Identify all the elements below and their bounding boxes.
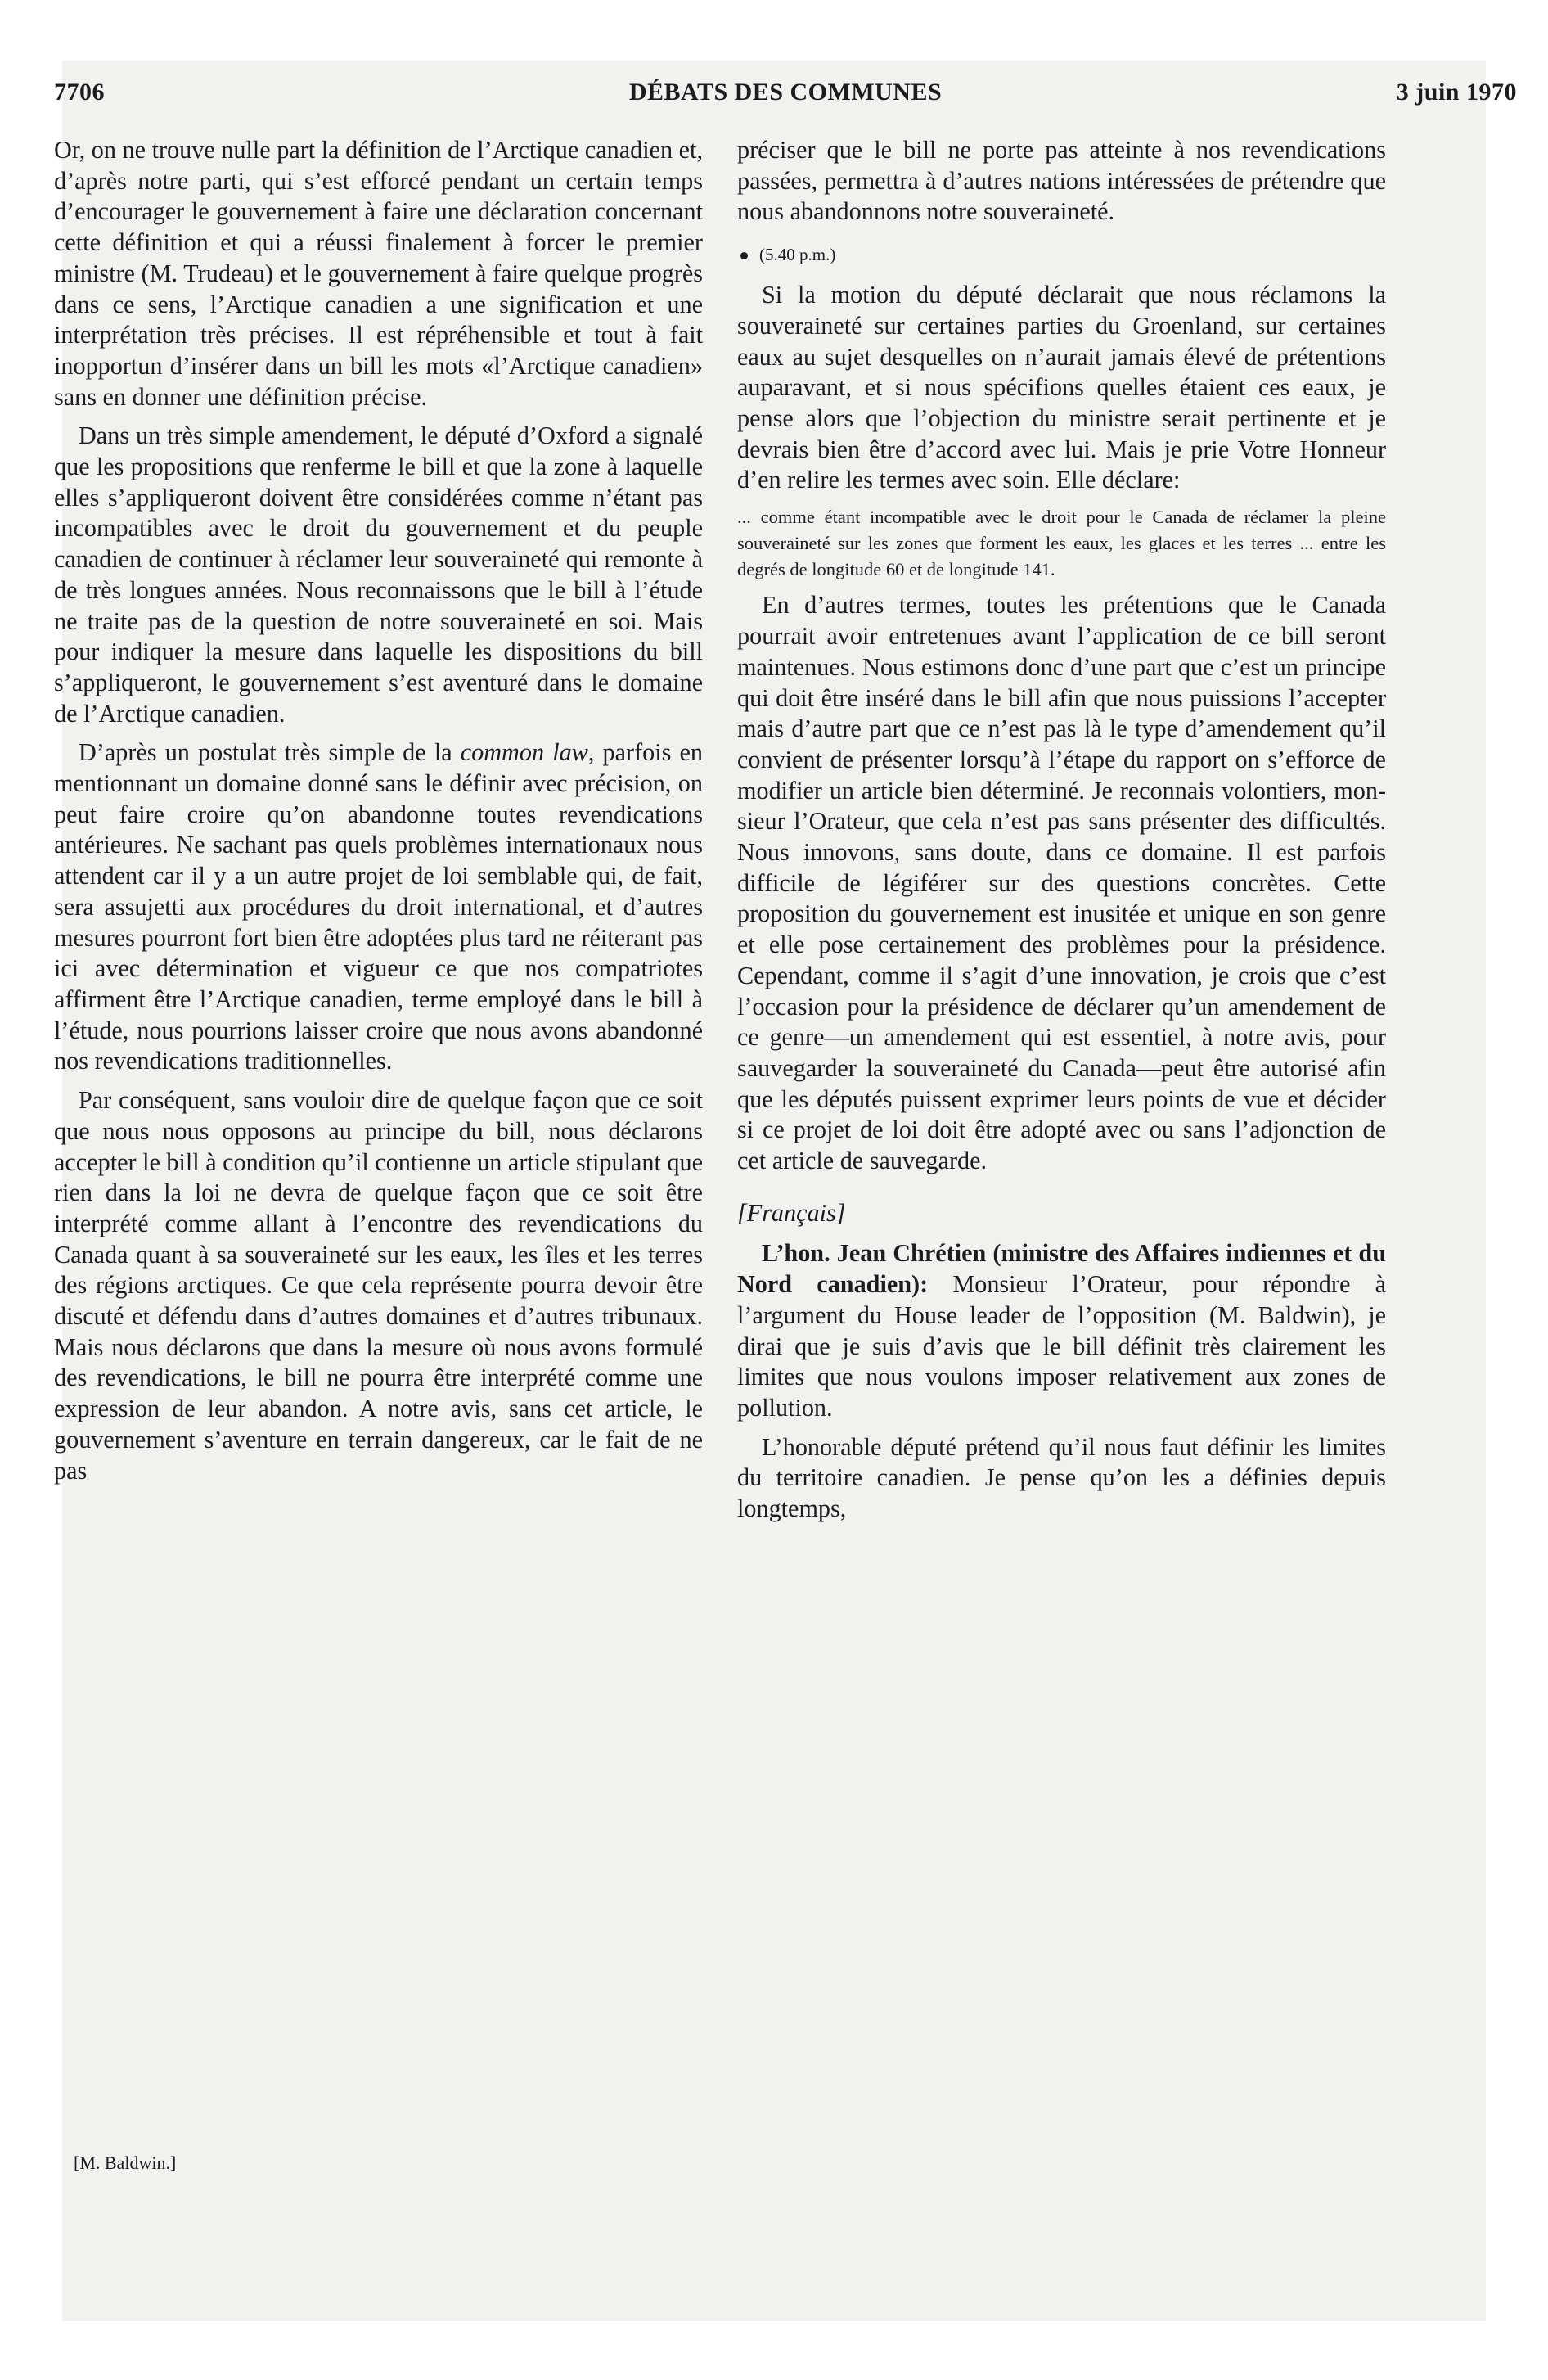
paragraph-text: Monsieur l’Orateur, pour répondre à l’argument du House leader de l’opposition (M. Baldwin), je dirai que je suis d’avis que le bill définit très clairement les limites que nous voulons imposer relativement aux zones de pollution.	[737, 1270, 1386, 1422]
timestamp	[737, 242, 1386, 267]
paragraph: Par conséquent, sans vouloir dire de quelque façon que ce soit que nous nous opposons au principe du bill, nous déclarons accepter le bill à condition qu’il contienne un article stipulant que rien dans la loi ne devra de quelque façon que ce soit être interprété comme allant à l’encontre des revendications du Canada quant à sa souveraineté sur les eaux, les îles et les terres des régions arctiques. Ce que cela représente pourra devoir être discuté et défendu dans d’autres domaines et d’autres tribunaux. Mais nous déclarons que dans la mesure où nous avons formulé des revendications, le bill ne pourra être interprété comme une expression de leur abandon. A notre avis, sans cet article, le gouvernement s’aventure en terrain dangereux, car le fait de ne pas	[54, 1086, 703, 1485]
paragraph: Si la motion du député déclarait que nous réclamons la souveraineté sur certaines parties du Groenland, sur certaines eaux au sujet desquelles on n’aurait jamais élevé de prétentions auparavant, et si nous spécifions quelles étaient ces eaux, je pense alors que l’objection du ministre serait pertinente et je devrais bien être d’accord avec lui. Mais je prie Votre Honneur d’en relire les termes avec soin. Elle déclare:	[737, 281, 1386, 494]
paragraph: L’honorable député prétend qu’il nous faut définir les limites du territoire canadien. Je pense qu’on les a définies depuis longtemps,	[737, 1432, 1386, 1523]
paragraph-text: , parfois en mentionnant un domaine donné sans le définir avec précision, on peut faire croire qu’on abandonne toutes revendications antérieures. Ne sachant pas quels problèmes internationaux nous attendent car il y a un autre projet de loi semblable qui, de fait, sera assujetti aux procédures du droit international, et d’autres mesures pourront fort bien être adoptées plus tard ne réiterant pas ici avec détermination et vigueur ce que nos compatriotes affirment être l’Arctique canadien, terme employé dans le bill à l’étude, nous pourrions laisser croire que nous avons abandonné nos revendications traditionnelles.	[54, 738, 703, 1075]
page-number: 7706	[54, 79, 105, 106]
paragraph: Dans un très simple amendement, le député d’Oxford a signalé que les propositions que renferme le bill et que la zone à laquelle elles s’appliqueront doivent être considérées comme n’étant pas incompatibles avec le droit du gouvernement et du peuple canadien de continuer à réclamer leur souveraineté qui remonte à de très longues années. Nous reconnaissons que le bill à l’étude ne traite pas de la question de notre souveraineté en soi. Mais pour indiquer la mesure dans laquelle les dispositions du bill s’appliqueront, le gouvernement s’est aventuré dans le domaine de l’Arctique canadien.	[54, 421, 703, 728]
page-header	[54, 79, 1517, 111]
paragraph: En d’autres termes, toutes les prétentions que le Canada pourrait avoir entretenues avant l’application de ce bill seront maintenues. Nous estimons donc d’une part que c’est un principe qui doit être inséré dans le bill afin que nous puissions l’accepter mais d’autre part que ce n’est pas là le type d’amendement qu’il convient de présenter lorsqu’à l’étape du rapport on s’efforce de modifier un article bien déterminé. Je reconnais volontiers, monsieur l’Orateur, que cela n’est pas sans présenter des difficultés. Nous innovons, sans doute, dans ce domaine. Il est parfois difficile de légiférer sur des questions concrètes. Cette proposition du gouvernement est inusitée et unique en son genre et elle pose certainement des problèmes pour la présidence. Cependant, comme il s’agit d’une innovation, je crois que c’est l’occasion pour la présidence de déclarer qu’un amendement de ce genre—un amendement qui est essentiel, à notre avis, pour sauvegarder la souveraineté du Canada—peut être autorisé afin que les députés puissent exprimer leurs points de vue et décider si ce projet de loi doit être adopté avec ou sans l’adjonction de cet article de sauvegarde.	[737, 591, 1386, 1175]
page-date: 3 juin 1970	[1396, 79, 1517, 106]
paragraph-text: D’après un postulat très simple de la	[79, 738, 461, 767]
paragraph	[54, 737, 703, 1077]
timestamp-text: (5.40 p.m.)	[759, 245, 836, 265]
publication-title: DÉBATS DES COMMUNES	[628, 79, 943, 106]
paragraph: Or, on ne trouve nulle part la définition de l’Arctique canadien et, d’après notre parti, qui s’est efforcé pendant un certain temps d’encourager le gouvernement à faire une déclaration concernant cette définition et qui a réussi finalement à forcer le premier ministre (M. Trudeau) et le gouvernement à faire quelque progrès dans ce sens, l’Arctique canadien a une signification et une interprétation très précises. Il est répréhensible et tout à fait inopportun d’insérer dans un bill les mots «l’Arctique canadien» sans en donner une définition précise.	[54, 136, 703, 411]
italic-term: common law	[460, 738, 588, 767]
paragraph: préciser que le bill ne porte pas atteinte à nos revendications passées, permettra à d’autres nations intéressées de prétendre que nous abandonnons notre souveraineté.	[737, 136, 1386, 226]
bullet-icon	[740, 252, 748, 259]
speaker-paragraph	[737, 1238, 1386, 1423]
right-column	[737, 135, 1386, 1533]
footer-speaker-ref: [M. Baldwin.]	[74, 2152, 177, 2173]
speaker-name: L’hon. Jean Chrétien (ministre des Affaires indiennes et du Nord canadien):	[737, 1239, 1386, 1299]
language-tag: [Français]	[737, 1198, 846, 1227]
block-quote: ... comme étant incompatible avec le droit pour le Canada de réclamer la pleine souveraineté sur les zones que forment les eaux, les glaces et les terres ... entre les degrés de longitude 60 et de longitude 141.	[737, 507, 1386, 579]
left-column	[54, 135, 703, 1494]
